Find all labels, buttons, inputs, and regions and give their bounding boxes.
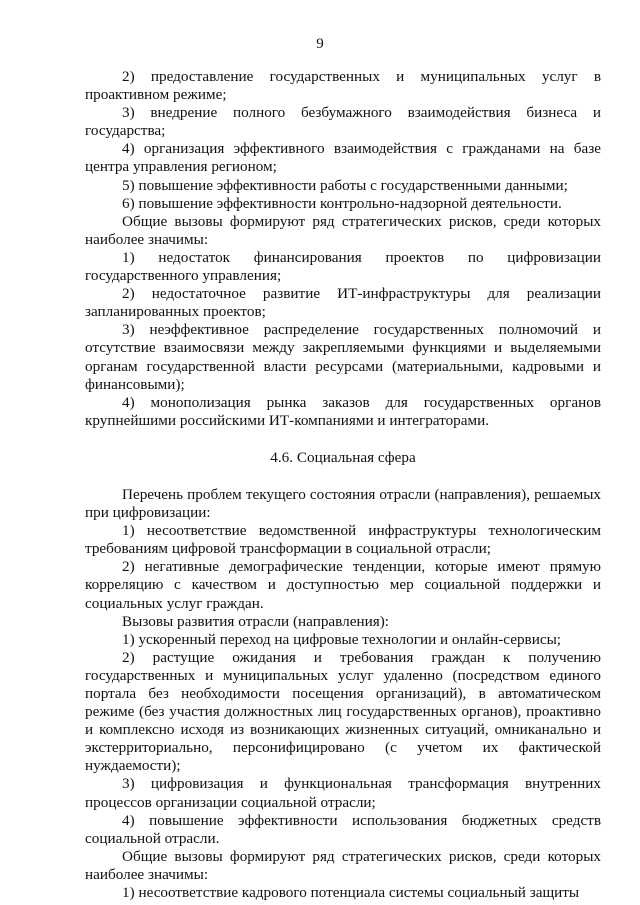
paragraph: 1) несоответствие кадрового потенциала системы социальный защиты: [122, 884, 580, 902]
paragraph: 4) монополизация рынка заказов для государственных органов крупнейшими российскими ИТ-компаниями и интеграторами.: [85, 393, 601, 429]
paragraph: 2) недостаточное развитие ИТ-инфраструктуры для реализации запланированных проектов;: [85, 285, 601, 321]
paragraph: 2) растущие ожидания и требования граждан к получению государственных и муниципальных услуг удаленно (посредством единого портала без необходимости посещения организаций), в автоматическом режиме (без участия должностных лиц государственных органов), проактивно и комплексно исходя из возникающих жизненных ситуаций, омниканально и экстерриториально, персонифицировано (с учетом их фактической нуждаемости);: [85, 648, 601, 775]
paragraph: 3) неэффективное распределение государственных полномочий и отсутствие взаимосвязи между закрепляемыми функциями и выделяемыми органам государственной власти ресурсами (материальными, кадровыми и финансовыми);: [85, 321, 601, 393]
document-body: [85, 68, 601, 902]
paragraph: 3) внедрение полного безбумажного взаимодействия бизнеса и государства;: [85, 104, 601, 140]
page-number: 9: [316, 36, 324, 52]
paragraph: Общие вызовы формируют ряд стратегических рисков, среди которых наиболее значимы:: [85, 212, 601, 248]
paragraph: 5) повышение эффективности работы с государственными данными;: [122, 176, 568, 194]
paragraph: 1) несоответствие ведомственной инфраструктуры технологическим требованиям цифровой трансформации в социальной отрасли;: [85, 522, 601, 558]
paragraph: Общие вызовы формируют ряд стратегических рисков, среди которых наиболее значимы:: [85, 847, 601, 883]
paragraph: 1) недостаток финансирования проектов по цифровизации государственного управления;: [85, 248, 601, 285]
paragraph: 6) повышение эффективности контрольно-надзорной деятельности.: [122, 194, 562, 212]
paragraph: Вызовы развития отрасли (направления):: [122, 612, 389, 630]
section-heading: 4.6. Социальная сфера: [270, 448, 416, 466]
paragraph: 4) организация эффективного взаимодействия с гражданами на базе центра управления регионом;: [85, 140, 601, 176]
paragraph: Перечень проблем текущего состояния отрасли (направления), решаемых при цифровизации:: [85, 485, 601, 522]
paragraph: 1) ускоренный переход на цифровые технологии и онлайн-сервисы;: [122, 630, 562, 648]
paragraph: 3) цифровизация и функциональная трансформация внутренних процессов организации социальной отрасли;: [85, 775, 601, 811]
paragraph: 4) повышение эффективности использования бюджетных средств социальной отрасли.: [85, 811, 601, 847]
paragraph: 2) негативные демографические тенденции, которые имеют прямую корреляцию с качеством и доступностью мер социальной поддержки и социальных услуг граждан.: [85, 558, 601, 612]
paragraph: 2) предоставление государственных и муниципальных услуг в проактивном режиме;: [85, 68, 601, 104]
